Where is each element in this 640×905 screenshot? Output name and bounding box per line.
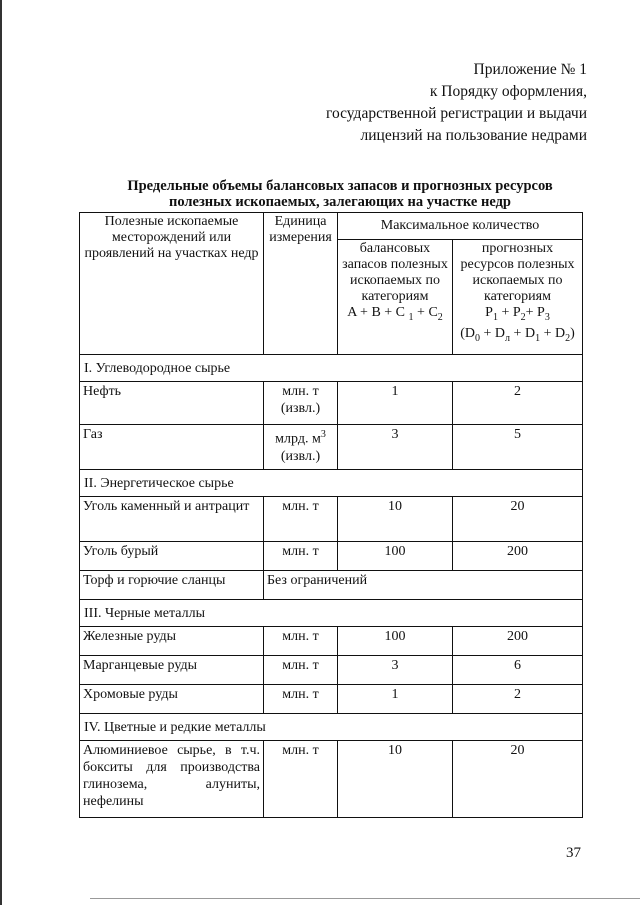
forecast-value: 20 bbox=[453, 741, 583, 818]
balance-value: 100 bbox=[338, 627, 453, 656]
forecast-value: 5 bbox=[453, 425, 583, 470]
mineral-name: Торф и горючие сланцы bbox=[80, 571, 264, 600]
section-row bbox=[80, 355, 583, 382]
header-unit: Единица измерения bbox=[264, 213, 338, 355]
reserves-table bbox=[79, 212, 583, 818]
mineral-name: Нефть bbox=[80, 382, 264, 425]
section-row bbox=[80, 470, 583, 497]
mineral-name: Железные руды bbox=[80, 627, 264, 656]
forecast-value: 200 bbox=[453, 542, 583, 571]
table-row bbox=[80, 425, 583, 470]
unit-cell: млрд. $м^3$ (извл.) bbox=[264, 425, 338, 470]
forecast-formula-p: $P_1 + P_2+ P_3$ bbox=[485, 305, 550, 323]
table-row bbox=[80, 741, 583, 818]
section-title: III. Черные металлы bbox=[80, 600, 583, 627]
appendix-line: лицензий на пользование недрами bbox=[360, 127, 587, 144]
section-title: II. Энергетическое сырье bbox=[80, 470, 583, 497]
table-row bbox=[80, 656, 583, 685]
forecast-value: 2 bbox=[453, 685, 583, 714]
mineral-name: Газ bbox=[80, 425, 264, 470]
title-line: полезных ископаемых, залегающих на участке недр bbox=[169, 194, 511, 210]
unit-cell: млн. т bbox=[264, 656, 338, 685]
mineral-name: Хромовые руды bbox=[80, 685, 264, 714]
header-mineral: Полезные ископаемые месторождений или проявлений на участках недр bbox=[80, 213, 264, 355]
unit-cell: Без ограничений bbox=[264, 571, 583, 600]
table-row bbox=[80, 382, 583, 425]
table-row bbox=[80, 685, 583, 714]
unit-cell: млн. т bbox=[264, 542, 338, 571]
scan-bottom-edge bbox=[90, 898, 640, 899]
appendix-line: государственной регистрации и выдачи bbox=[326, 105, 587, 122]
document-title bbox=[80, 178, 600, 210]
unit-cell: млн. т bbox=[264, 497, 338, 542]
header-balance-text: балансовых запасов полезных ископаемых по категориям bbox=[342, 241, 448, 304]
forecast-value: 20 bbox=[453, 497, 583, 542]
table-row bbox=[80, 542, 583, 571]
appendix-header bbox=[326, 59, 587, 147]
unit-cell: млн. т bbox=[264, 685, 338, 714]
mineral-name: Уголь бурый bbox=[80, 542, 264, 571]
balance-value: 1 bbox=[338, 685, 453, 714]
section-title: IV. Цветные и редкие металлы bbox=[80, 714, 583, 741]
section-title: I. Углеводородное сырье bbox=[80, 355, 583, 382]
balance-value: 10 bbox=[338, 741, 453, 818]
balance-value: 3 bbox=[338, 425, 453, 470]
header-balance-reserves bbox=[338, 240, 453, 355]
balance-value: 10 bbox=[338, 497, 453, 542]
header-forecast-resources bbox=[453, 240, 583, 355]
forecast-value: 6 bbox=[453, 656, 583, 685]
table-row bbox=[80, 627, 583, 656]
table-header-row bbox=[80, 213, 583, 240]
mineral-name: Алюминиевое сырье, в т.ч. бокситы для производства глинозема, алуниты, нефелины bbox=[80, 741, 264, 818]
forecast-formula-d: $(D_0 + D_л + D_1 + D_2)$ bbox=[460, 325, 575, 344]
forecast-value: 2 bbox=[453, 382, 583, 425]
section-row bbox=[80, 600, 583, 627]
header-forecast-text: прогнозных ресурсов полезных ископаемых по категориям bbox=[460, 241, 575, 304]
scan-edge bbox=[0, 0, 2, 905]
unit-cell: млн. т (извл.) bbox=[264, 382, 338, 425]
balance-value: 3 bbox=[338, 656, 453, 685]
unit-cell: млн. т bbox=[264, 627, 338, 656]
balance-value: 100 bbox=[338, 542, 453, 571]
appendix-line: к Порядку оформления, bbox=[429, 83, 587, 100]
table-row bbox=[80, 497, 583, 542]
page-number: 37 bbox=[566, 845, 581, 861]
balance-formula: A + B + C $_1 + C_2$ bbox=[347, 305, 443, 323]
mineral-name: Уголь каменный и антрацит bbox=[80, 497, 264, 542]
balance-value: 1 bbox=[338, 382, 453, 425]
header-max-quantity: Максимальное количество bbox=[338, 213, 583, 240]
table-row bbox=[80, 571, 583, 600]
forecast-value: 200 bbox=[453, 627, 583, 656]
unit-cell: млн. т bbox=[264, 741, 338, 818]
section-row bbox=[80, 714, 583, 741]
mineral-name: Марганцевые руды bbox=[80, 656, 264, 685]
title-line: Предельные объемы балансовых запасов и прогнозных ресурсов bbox=[127, 178, 553, 194]
appendix-line: Приложение № 1 bbox=[473, 61, 587, 78]
